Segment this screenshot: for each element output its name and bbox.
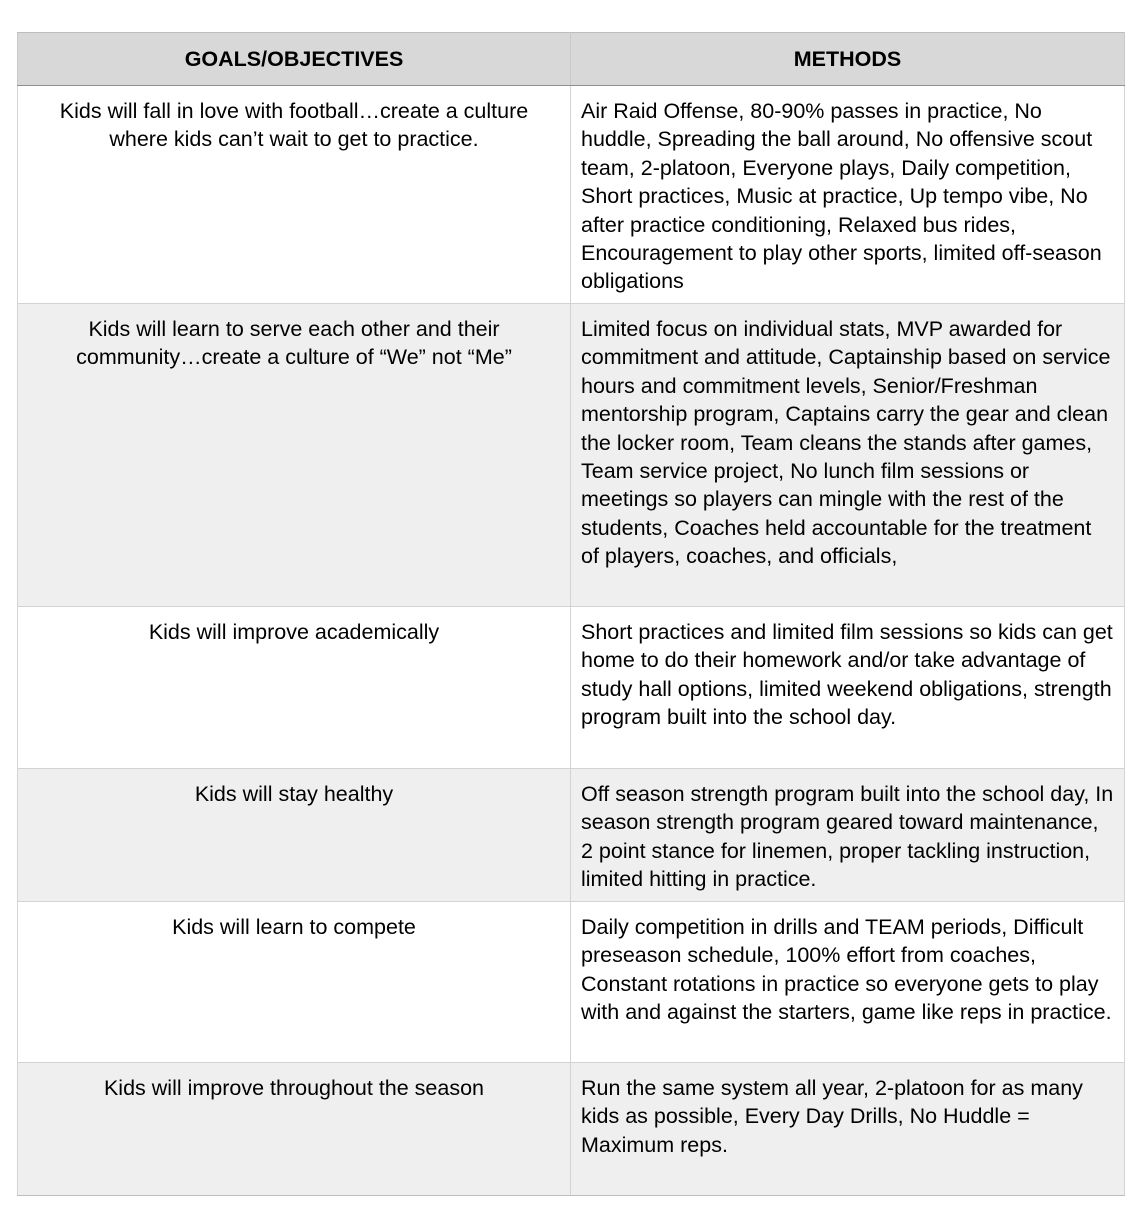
table-row — [18, 1063, 1125, 1196]
goals-methods-table — [17, 32, 1125, 1196]
table-header-row — [18, 33, 1125, 86]
table-row — [18, 902, 1125, 1063]
table-row — [18, 86, 1125, 304]
method-cell: Daily competition in drills and TEAM periods, Difficult preseason schedule, 100% effort from coaches, Constant rotations in practice so everyone gets to play with and against the starters, game like reps in practice. — [571, 902, 1125, 1063]
method-cell: Limited focus on individual stats, MVP awarded for commitment and attitude, Captainship based on service hours and commitment levels, Senior/Freshman mentorship program, Captains carry the gear and clean the locker room, Team cleans the stands after games, Team service project, No lunch film sessions or meetings so players can mingle with the rest of the students, Coaches held accountable for the treatment of players, coaches, and officials, — [571, 304, 1125, 607]
goal-cell: Kids will learn to serve each other and their community…create a culture of “We” not “Me” — [18, 304, 571, 607]
goal-cell: Kids will stay healthy — [18, 769, 571, 902]
goal-cell: Kids will learn to compete — [18, 902, 571, 1063]
methods-header: METHODS — [571, 33, 1125, 86]
method-cell: Off season strength program built into the school day, In season strength program geared toward maintenance, 2 point stance for linemen, proper tackling instruction, limited hitting in practice. — [571, 769, 1125, 902]
method-cell: Air Raid Offense, 80-90% passes in practice, No huddle, Spreading the ball around, No offensive scout team, 2-platoon, Everyone plays, Daily competition, Short practices, Music at practice, Up tempo vibe, No after practice conditioning, Relaxed bus rides, Encouragement to play other sports, limited off-season obligations — [571, 86, 1125, 304]
table-row — [18, 304, 1125, 607]
table-row — [18, 607, 1125, 769]
goal-cell: Kids will fall in love with football…create a culture where kids can’t wait to get to practice. — [18, 86, 571, 304]
goal-cell: Kids will improve academically — [18, 607, 571, 769]
goals-header: GOALS/OBJECTIVES — [18, 33, 571, 86]
table-row — [18, 769, 1125, 902]
method-cell: Short practices and limited film sessions so kids can get home to do their homework and/or take advantage of study hall options, limited weekend obligations, strength program built into the school day. — [571, 607, 1125, 769]
goal-cell: Kids will improve throughout the season — [18, 1063, 571, 1196]
method-cell: Run the same system all year, 2-platoon for as many kids as possible, Every Day Drills, No Huddle = Maximum reps. — [571, 1063, 1125, 1196]
